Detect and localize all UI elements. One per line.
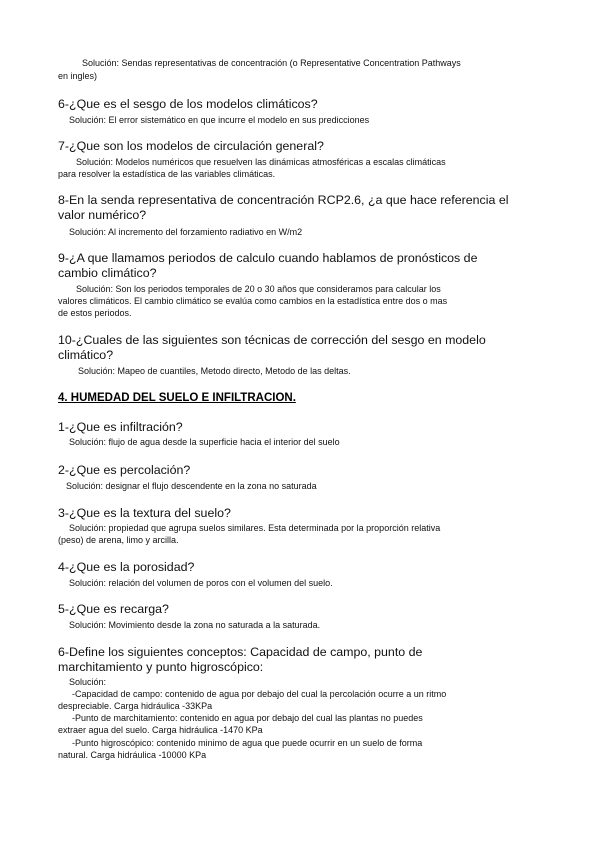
question-text: marchitamiento y punto higroscópico: (58, 659, 264, 674)
question-text: 6-Define los siguientes conceptos: Capacidad de campo, punto de (58, 645, 423, 659)
answer-text: Solución: El error sistemático en que incurre el modelo en sus predicciones (69, 115, 370, 125)
answer-text: Solución: Sendas representativas de concentración (o Representative Concentration Pathways (82, 58, 461, 68)
question-text: 8-En la senda representativa de concentración RCP2.6, ¿a que hace referencia el (58, 193, 509, 207)
question-text: 10-¿Cuales de las siguientes son técnicas de corrección del sesgo en modelo (58, 333, 486, 347)
answer-text: de estos periodos. (58, 307, 132, 318)
question-text: climático? (58, 347, 114, 362)
answer-text: extraer agua del suelo. Carga hidráulica -1470 KPa (58, 725, 263, 735)
question-text: 5-¿Que es recarga? (58, 602, 169, 616)
question-text: 6-¿Que es el sesgo de los modelos climáticos? (58, 97, 318, 111)
answer-text: Solución: (69, 677, 107, 687)
answer-text: Solución: Movimiento desde la zona no saturada a la saturada. (69, 620, 321, 630)
answer-text: natural. Carga hidráulica -10000 KPa (58, 750, 207, 760)
answer-text: Solución: Modelos numéricos que resuelven las dinámicas atmosféricas a escalas climáticas (76, 157, 446, 167)
answer-text: -Punto de marchitamiento: contenido en agua por debajo del cual las plantas no puedes (72, 713, 423, 723)
answer-text: -Punto higroscópico: contenido minimo de agua que puede ocurrir en un suelo de forma (72, 738, 423, 748)
answer-text: en ingles) (58, 71, 98, 81)
answer-text: despreciable. Carga hidráulica -33KPa (58, 701, 213, 711)
answer-text: Solución: flujo de agua desde la superficie hacia el interior del suelo (69, 437, 340, 447)
question-text: 1-¿Que es infiltración? (58, 420, 183, 434)
answer-text: Solución: Son los periodos temporales de 20 o 30 años que consideramos para calcular los (76, 284, 441, 294)
question-text: valor numérico? (58, 207, 147, 222)
answer-text: valores climáticos. El cambio climático se evalúa como cambios en la estadística entre dos o mas (58, 296, 448, 306)
question-text: 7-¿Que son los modelos de circulación general? (58, 139, 324, 153)
answer-text: (peso) de arena, limo y arcilla. (58, 535, 179, 545)
section-heading: 4. HUMEDAD DEL SUELO E INFILTRACION. (58, 392, 296, 404)
question-text: 4-¿Que es la porosidad? (58, 560, 195, 574)
answer-text: para resolver la estadística de las variables climáticas. (58, 169, 276, 179)
answer-text: Solución: relación del volumen de poros con el volumen del suelo. (69, 578, 333, 588)
answer-text: Solución: designar el flujo descendente en la zona no saturada (66, 481, 317, 491)
answer-text: -Capacidad de campo: contenido de agua por debajo del cual la percolación ocurre a un ritmo (72, 689, 447, 699)
question-text: 9-¿A que llamamos periodos de calculo cuando hablamos de pronósticos de (58, 251, 478, 265)
question-text: cambio climático? (58, 265, 157, 280)
answer-text: Solución: propiedad que agrupa suelos similares. Esta determinada por la proporción relativa (69, 523, 441, 533)
answer-text: Solución: Al incremento del forzamiento radiativo en W/m2 (69, 227, 303, 237)
answer-text: Solución: Mapeo de cuantiles, Metodo directo, Metodo de las deltas. (78, 366, 351, 376)
question-text: 3-¿Que es la textura del suelo? (58, 506, 231, 520)
question-text: 2-¿Que es percolación? (58, 463, 191, 477)
